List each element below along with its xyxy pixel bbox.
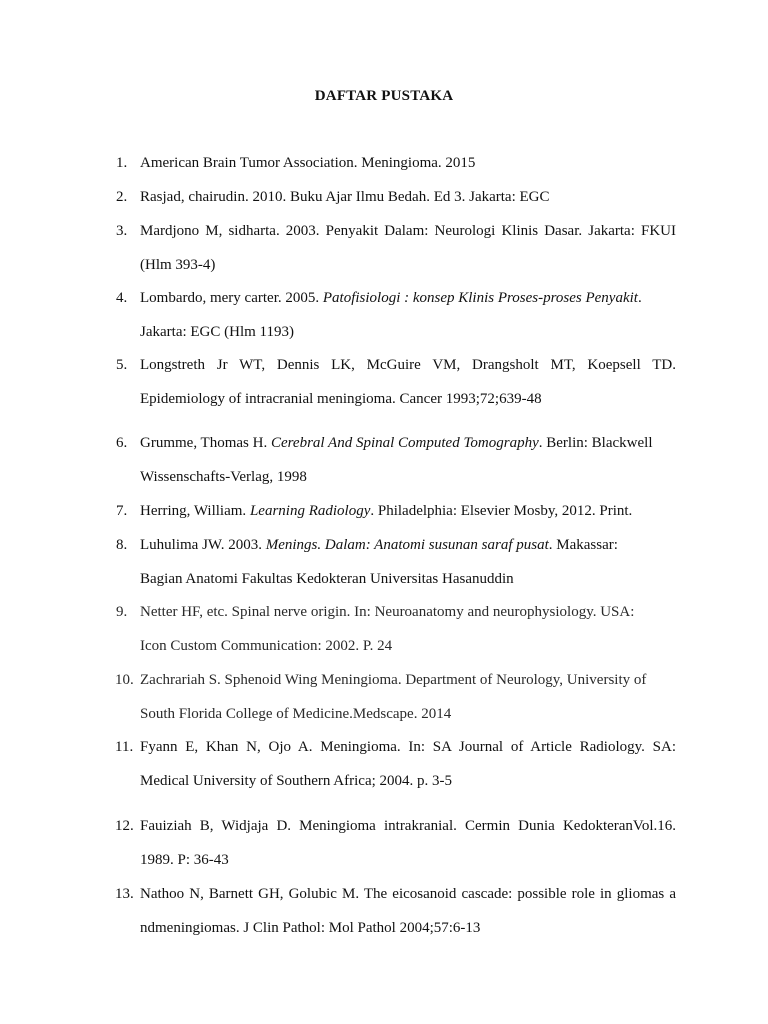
reference-number: 9.	[116, 604, 128, 620]
reference-number: 4.	[116, 290, 128, 306]
reference-text-line: American Brain Tumor Association. Meningioma. 2015	[140, 155, 476, 171]
reference-text-line: Bagian Anatomi Fakultas Kedokteran Universitas Hasanuddin	[140, 571, 514, 587]
reference-text-line: Wissenschafts-Verlag, 1998	[140, 469, 307, 485]
reference-text-line: Nathoo N, Barnett GH, Golubic M. The eicosanoid cascade: possible role in gliomas a	[140, 886, 676, 902]
reference-text-line: Icon Custom Communication: 2002. P. 24	[140, 638, 393, 654]
reference-author-text: Grumme, Thomas H.	[140, 435, 271, 451]
reference-number: 6.	[116, 435, 128, 451]
reference-text-line	[140, 288, 676, 308]
reference-author-text: Luhulima JW. 2003.	[140, 537, 266, 553]
reference-book-title: Patofisiologi : konsep Klinis Proses-proses Penyakit	[322, 290, 638, 306]
reference-number: 3.	[116, 223, 128, 239]
reference-item-12	[116, 816, 676, 884]
page-title: DAFTAR PUSTAKA	[314, 88, 454, 104]
reference-number: 11.	[115, 739, 134, 755]
reference-item-13	[116, 884, 676, 952]
reference-text-line: South Florida College of Medicine.Medscape. 2014	[140, 706, 452, 722]
reference-number: 13.	[115, 886, 134, 902]
reference-author-text: Lombardo, mery carter. 2005.	[140, 290, 323, 306]
reference-text-line: Zachrariah S. Sphenoid Wing Meningioma. Department of Neurology, University of	[140, 672, 647, 688]
reference-item-6	[116, 433, 676, 501]
reference-text-line: Epidemiology of intracranial meningioma. Cancer 1993;72;639-48	[140, 391, 542, 407]
reference-text-line: Netter HF, etc. Spinal nerve origin. In: Neuroanatomy and neurophysiology. USA:	[140, 604, 635, 620]
reference-publisher-text: . Berlin: Blackwell	[538, 435, 653, 451]
reference-item-8	[116, 535, 676, 603]
reference-number: 10.	[115, 672, 134, 688]
reference-book-title: Cerebral And Spinal Computed Tomography	[270, 435, 539, 451]
reference-item-7	[116, 501, 676, 535]
reference-text-line: Medical University of Southern Africa; 2004. p. 3-5	[140, 773, 453, 789]
reference-text-line: Fauiziah B, Widjaja D. Meningioma intrakranial. Cermin Dunia KedokteranVol.16.	[140, 818, 676, 834]
reference-text-line: Fyann E, Khan N, Ojo A. Meningioma. In: SA Journal of Article Radiology. SA:	[140, 739, 676, 755]
reference-item-11	[116, 737, 676, 805]
reference-punct: .	[637, 290, 642, 306]
reference-text-line: Jakarta: EGC (Hlm 1193)	[140, 324, 294, 340]
reference-author-text: Herring, William.	[140, 503, 250, 519]
reference-book-title: Menings. Dalam: Anatomi susunan saraf pusat	[265, 537, 549, 553]
reference-number: 7.	[116, 503, 128, 519]
reference-text-line	[140, 535, 676, 555]
reference-text-line: Rasjad, chairudin. 2010. Buku Ajar Ilmu Bedah. Ed 3. Jakarta: EGC	[140, 189, 550, 205]
reference-text-line: (Hlm 393-4)	[140, 257, 216, 273]
reference-number: 12.	[115, 818, 134, 834]
reference-text-line	[140, 501, 676, 521]
reference-item-5	[116, 355, 676, 423]
reference-item-9	[116, 602, 676, 670]
reference-number: 5.	[116, 357, 128, 373]
reference-publisher-text: . Philadelphia: Elsevier Mosby, 2012. Print.	[370, 503, 633, 519]
reference-text-line: Longstreth Jr WT, Dennis LK, McGuire VM, Drangsholt MT, Koepsell TD.	[140, 357, 676, 373]
reference-item-3	[116, 221, 676, 289]
reference-item-1	[116, 153, 676, 187]
reference-number: 2.	[116, 189, 128, 205]
reference-item-10	[116, 670, 676, 738]
reference-number: 8.	[116, 537, 128, 553]
reference-item-4	[116, 288, 676, 356]
reference-book-title: Learning Radiology	[249, 503, 371, 519]
reference-publisher-text: . Makassar:	[548, 537, 618, 553]
reference-text-line: ndmeningiomas. J Clin Pathol: Mol Pathol 2004;57:6-13	[140, 920, 481, 936]
reference-item-2	[116, 187, 676, 221]
reference-text-line	[140, 433, 676, 453]
reference-number: 1.	[116, 155, 128, 171]
reference-text-line: 1989. P: 36-43	[140, 852, 229, 868]
reference-text-line: Mardjono M, sidharta. 2003. Penyakit Dalam: Neurologi Klinis Dasar. Jakarta: FKUI	[140, 223, 676, 239]
